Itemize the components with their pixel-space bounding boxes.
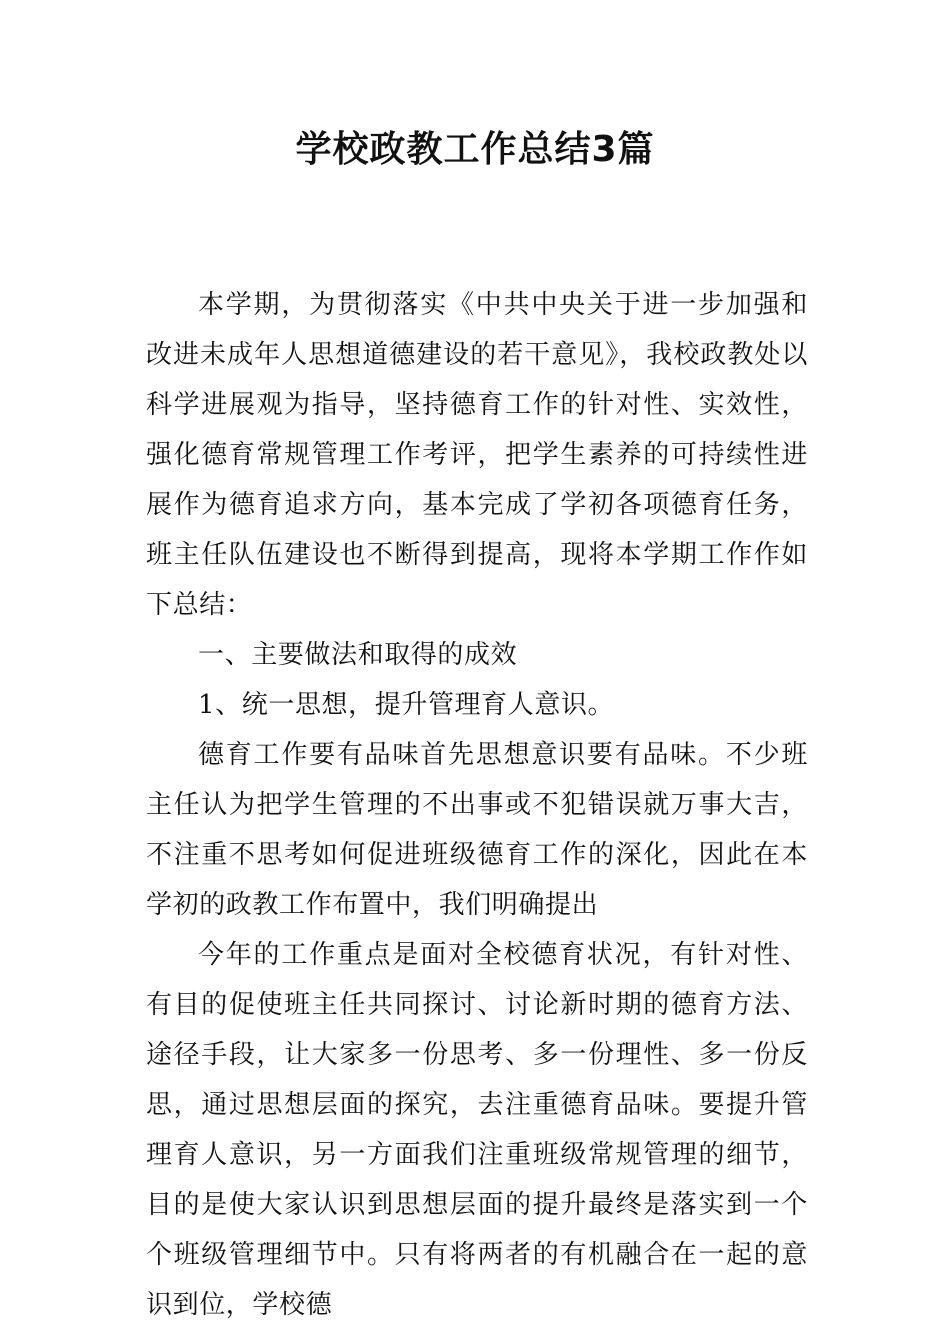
paragraph-intro: 本学期，为贯彻落实《中共中央关于进一步加强和改进未成年人思想道德建设的若干意见》，我校政教处以科学进展观为指导，坚持德育工作的针对性、实效性，强化德育常规管理工作考评，把学生素养的可持续性进展作为德育追求方向，基本完成了学初各项德育任务，班主任队伍建设也不断得到提高，现将本学期工作作如下总结： (146, 290, 808, 620)
document-title: 学校政教工作总结3篇 (295, 129, 655, 170)
section-heading: 一、主要做法和取得的成效 (198, 640, 518, 670)
document-body (146, 280, 808, 1330)
paragraph-work-focus: 今年的工作重点是面对全校德育状况，有针对性、有目的促使班主任共同探讨、讨论新时期的德育方法、途径手段，让大家多一份思考、多一份理性、多一份反思，通过思想层面的探究，去注重德育品味。要提升管理育人意识，另一方面我们注重班级常规管理的细节，目的是使大家认识到思想层面的提升最终是落实到一个个班级管理细节中。只有将两者的有机融合在一起的意识到位，学校德 (146, 940, 808, 1320)
subsection-heading: 1、统一思想，提升管理育人意识。 (198, 690, 615, 720)
paragraph-moral-education: 德育工作要有品味首先思想意识要有品味。不少班主任认为把学生管理的不出事或不犯错误就万事大吉，不注重不思考如何促进班级德育工作的深化，因此在本学初的政教工作布置中，我们明确提出 (146, 740, 808, 920)
